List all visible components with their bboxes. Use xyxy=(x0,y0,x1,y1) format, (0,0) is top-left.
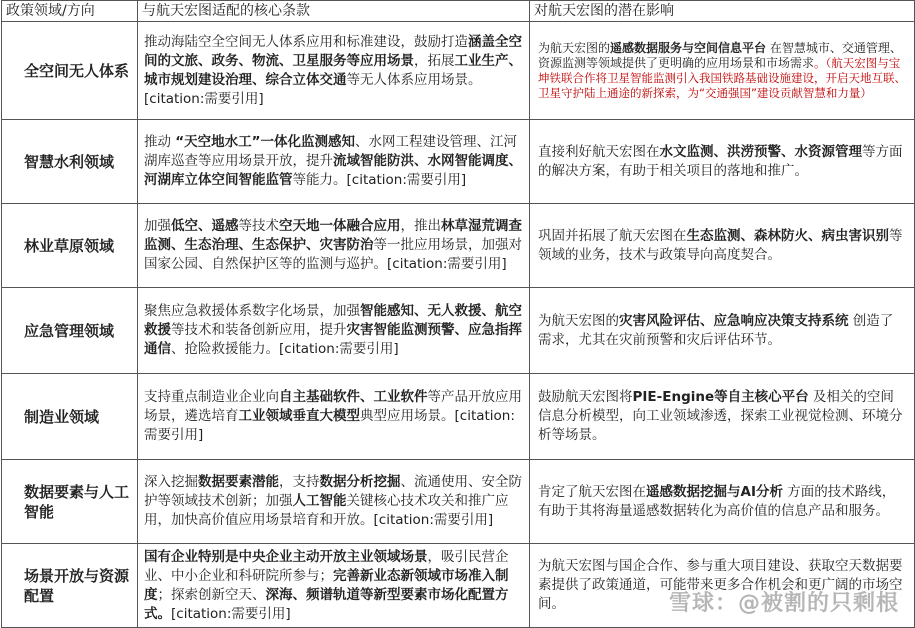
core-clause-cell xyxy=(138,374,530,460)
impact-text: 及相关的空间信息分析模型，向工业领域渗透，探索工业视觉检测、环境分析等场景。 xyxy=(538,389,903,443)
policy-domain-cell: 林业草原领域 xyxy=(2,204,138,288)
core-clause-cell xyxy=(138,460,530,544)
citation-text: [citation:需要引用] xyxy=(144,90,264,107)
clause-text: 涵盖全空间的文旅、政务、物流、卫星服务等应用场景 xyxy=(144,33,522,69)
clause-text: 支持重点制造业企业向 xyxy=(144,389,279,405)
clause-text: 等无人体系应用场景。 xyxy=(346,71,482,88)
clause-text: 、水网工程建设管理、江河湖库巡查等应用场景开放，提升 xyxy=(144,134,518,169)
clause-text: 国有企业特别是中央企业主动开放主业领域场景 xyxy=(144,548,428,565)
clause-text: 深海、频谱轨道等新型要素市场化配置方式。 xyxy=(144,586,509,622)
clause-text: 林草湿荒调查监测、生态治理、生态保护、灾害防治 xyxy=(144,218,522,253)
clause-text: 流域智能防洪、水网智能调度、河湖库立体空间智能监管 xyxy=(144,153,522,188)
clause-text: 关键核心技术攻关和推广应用，加快高价值应用场景培育和开放。 xyxy=(144,493,509,528)
impact-cell xyxy=(530,204,915,288)
header-core-clauses: 与航天宏图适配的核心条款 xyxy=(138,1,530,22)
impact-text: 为航天宏图的 xyxy=(538,40,611,55)
clause-text: ，支持 xyxy=(279,474,320,490)
clause-text: 空天地一体融合应用 xyxy=(279,218,401,234)
impact-text: 灾害风险评估、应急响应决策支持系统 xyxy=(619,312,849,329)
clause-text: 完善新业态新领域市场准入制度 xyxy=(144,567,509,603)
watermark: 雪球：@被割的只剩根 xyxy=(668,591,899,616)
clause-text: 深入挖掘 xyxy=(144,474,198,490)
table-row xyxy=(2,22,915,120)
impact-cell xyxy=(530,460,915,544)
citation-text: [citation:需要引用] xyxy=(144,408,515,443)
table-row xyxy=(2,460,915,544)
impact-text: PIE-Engine等自主核心平台 xyxy=(632,389,809,405)
impact-text: 遥感数据服务与空间信息平台 xyxy=(610,40,767,55)
clause-text: 人工智能 xyxy=(292,493,347,509)
header-row xyxy=(2,1,915,22)
clause-text: ，吸引民营企业、中小企业和科研院所参与； xyxy=(144,548,509,584)
impact-cell xyxy=(530,22,915,120)
impact-text: 肯定了航天宏图在 xyxy=(538,483,646,500)
policy-domain-cell: 场景开放与资源配置 xyxy=(2,544,138,628)
policy-domain-cell: 全空间无人体系 xyxy=(2,22,138,120)
clause-text: 典型应用场景。 xyxy=(360,408,455,424)
table-row xyxy=(2,374,915,460)
policy-domain-cell: 应急管理领域 xyxy=(2,288,138,374)
impact-text: 生态监测、森林防火、病虫害识别 xyxy=(686,227,889,244)
clause-text: 等技术和装备创新应用，提升 xyxy=(171,322,347,338)
clause-text: 自主基础软件、工业软件 xyxy=(279,389,428,405)
clause-text: 推动海陆空全空间无人体系应用和标准建设，鼓励打造 xyxy=(144,33,468,50)
impact-cell xyxy=(530,544,915,628)
impact-text: 鼓励航天宏图将 xyxy=(538,389,633,405)
clause-text: 加强 xyxy=(144,218,171,234)
impact-text: 等方面的解决方案，有助于相关项目的落地和推广。 xyxy=(538,143,903,179)
clause-text: 智能感知、无人救援、航空救援 xyxy=(144,303,522,338)
clause-text: 、流通使用、安全防护等领域技术创新；加强 xyxy=(144,474,522,509)
impact-text: 巩固并拓展了航天宏图在 xyxy=(538,227,687,244)
clause-text: 聚焦应急救援体系数字化场景，加强 xyxy=(144,303,360,319)
citation-text: [citation:需要引用] xyxy=(171,605,291,622)
impact-text: 水文监测、洪涝预警、水资源管理 xyxy=(659,143,862,160)
impact-text: 遥感数据挖掘与AI分析 xyxy=(646,483,783,500)
clause-text: 等能力。 xyxy=(292,172,347,188)
policy-domain-cell: 智慧水利领域 xyxy=(2,120,138,204)
clause-text: “天空地水工”一体化监测感知 xyxy=(175,134,356,150)
impact-text: 为航天宏图的 xyxy=(538,312,619,329)
clause-text: 推动 xyxy=(144,134,176,150)
citation-text: [citation:需要引用] xyxy=(279,341,399,357)
citation-text: [citation:需要引用] xyxy=(346,172,467,188)
policy-domain-cell: 数据要素与人工智能 xyxy=(2,460,138,544)
header-potential-impact: 对航天宏图的潜在影响 xyxy=(530,1,915,22)
clause-text: 低空、遥感 xyxy=(171,218,239,234)
impact-text: 直接利好航天宏图在 xyxy=(538,143,660,160)
clause-text: 等产品开放应用场景，遴选培育 xyxy=(144,389,522,424)
policy-domain-cell: 制造业领域 xyxy=(2,374,138,460)
clause-text: 数据分析挖掘 xyxy=(319,474,401,490)
header-policy-domain: 政策领域/方向 xyxy=(2,1,138,22)
impact-text: 方面的技术路线，有助于其将海量遥感数据转化为高价值的信息产品和服务。 xyxy=(538,483,896,519)
impact-text: 为航天宏图与国企合作、参与重大项目建设、获取空天数据要素提供了政策通道，可能带来更多合作机会和更广阔的市场空间。 xyxy=(538,558,903,612)
citation-text: [citation:需要引用] xyxy=(373,512,494,528)
impact-cell xyxy=(530,374,915,460)
clause-text: ；探索创新空天、 xyxy=(157,586,266,603)
clause-text: 、抢险救援能力。 xyxy=(171,341,279,357)
clause-text: 工业生产、城市规划建设治理、综合立体交通 xyxy=(144,52,522,88)
clause-text: 灾害智能监测预警、应急指挥通信 xyxy=(144,322,522,357)
core-clause-cell xyxy=(138,204,530,288)
clause-text: ，推出 xyxy=(400,218,441,234)
table-row xyxy=(2,204,915,288)
clause-text: 数据要素潜能 xyxy=(198,474,279,490)
clause-text: 等技术 xyxy=(238,218,279,234)
table-row xyxy=(2,544,915,628)
core-clause-cell xyxy=(138,22,530,120)
table-row xyxy=(2,120,915,204)
clause-text: 等一批应用场景，加强对国家公园、自然保护区等的监测与巡护。 xyxy=(144,237,522,272)
table-row xyxy=(2,288,915,374)
clause-text: 工业领域垂直大模型 xyxy=(238,408,360,424)
citation-text: [citation:需要引用] xyxy=(387,256,507,272)
core-clause-cell xyxy=(138,288,530,374)
core-clause-cell xyxy=(138,544,530,628)
core-clause-cell xyxy=(138,120,530,204)
impact-text: 等领域的业务，技术与政策导向高度契合。 xyxy=(538,227,903,263)
policy-table xyxy=(1,0,915,628)
clause-text: ，拓展 xyxy=(414,52,455,69)
impact-cell xyxy=(530,288,915,374)
impact-text: 在智慧城市、交通管理、资源监测等领域提供了更明确的应用场景和市场需求 xyxy=(538,40,902,70)
impact-text: 创造了需求，尤其在灾前预警和灾后评估环节。 xyxy=(538,312,894,348)
impact-cell xyxy=(530,120,915,204)
impact-note: 。（航天宏图与宝坤铁联合作将卫星智能监测引入我国铁路基础设施建设，开启天地互联、卫星守护陆上通途的新探索，为“交通强国”建设贡献智慧和力量） xyxy=(538,55,906,100)
